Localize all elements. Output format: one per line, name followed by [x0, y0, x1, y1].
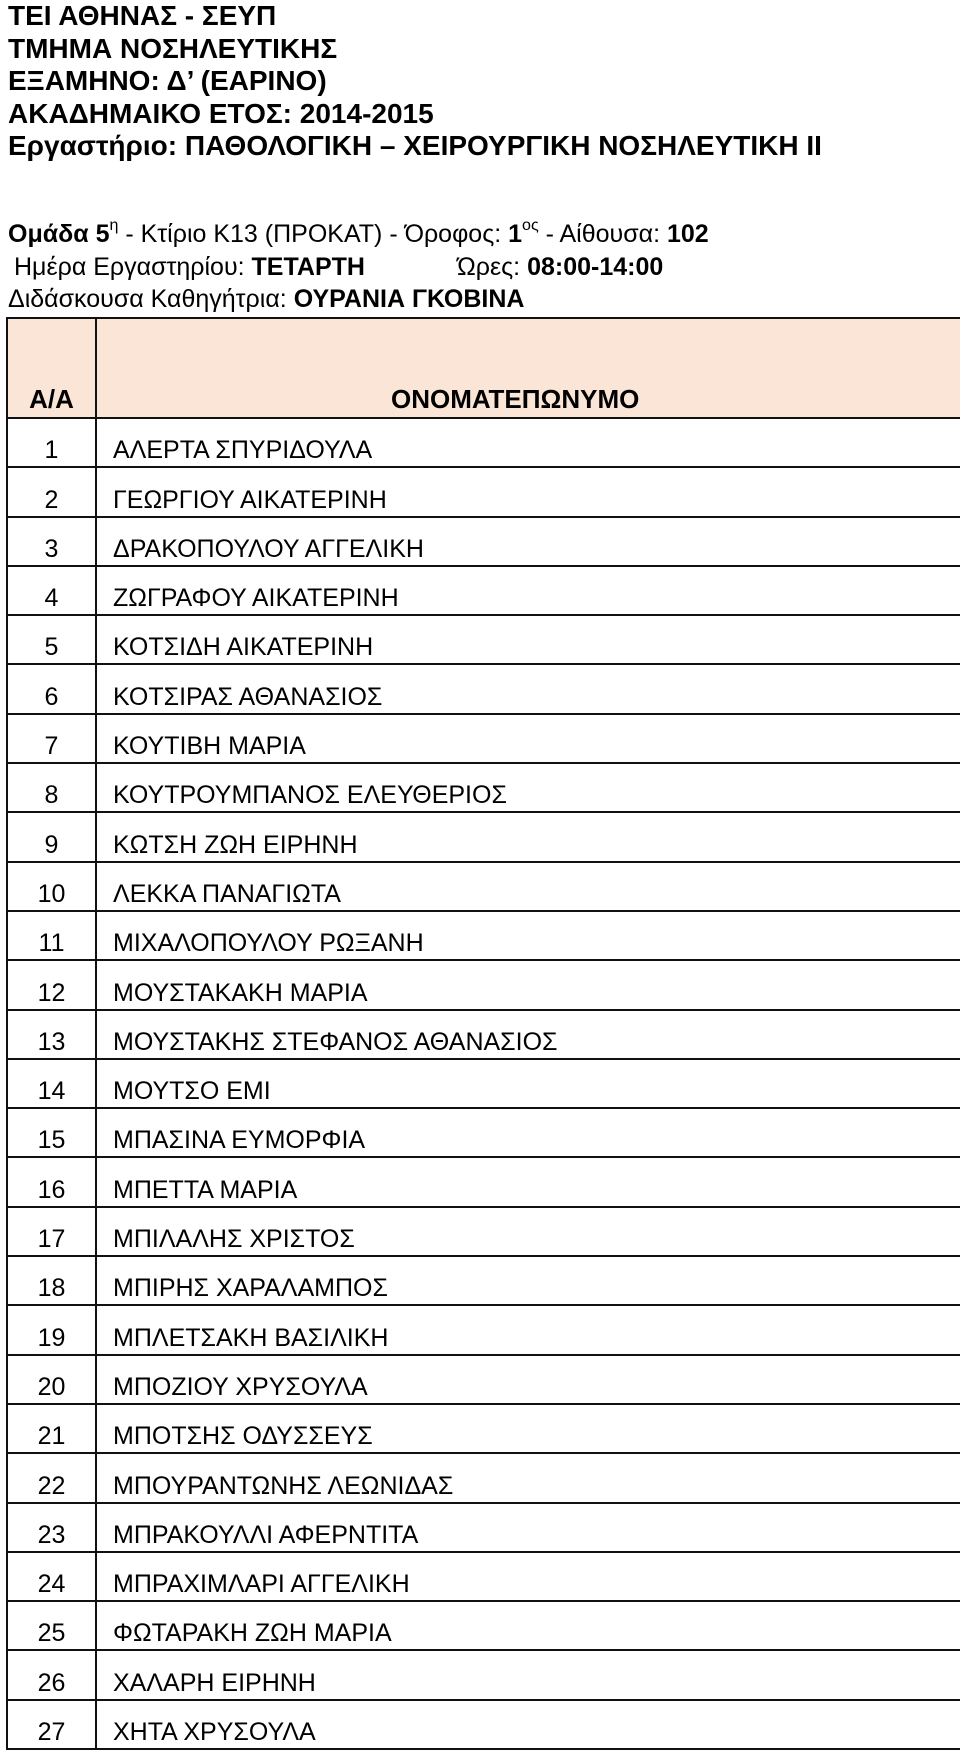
academic-year-title: ΑΚΑΔΗΜΑΙΚΟ ΕΤΟΣ: 2014-2015: [8, 97, 434, 129]
row-number-cell: 11: [7, 911, 96, 960]
student-name-cell: ΜΟΥΣΤΑΚΑΚΗ ΜΑΡΙΑ: [96, 960, 960, 1009]
table-row: [7, 812, 960, 861]
hours-label: Ώρες:: [456, 252, 528, 281]
department-title: ΤΜΗΜΑ ΝΟΣΗΛΕΥΤΙΚΗΣ: [8, 32, 338, 64]
table-row: [7, 1108, 960, 1157]
table-row: [7, 1207, 960, 1256]
table-row: [7, 1503, 960, 1552]
row-number-cell: 21: [7, 1404, 96, 1453]
row-number-cell: 10: [7, 862, 96, 911]
building-text: - Κτίριο Κ13 (ΠΡΟΚΑΤ) - Όροφος:: [118, 220, 509, 248]
row-number-cell: 20: [7, 1355, 96, 1404]
group-label: Ομάδα 5: [8, 220, 110, 248]
row-number-cell: 26: [7, 1650, 96, 1699]
table-row: [7, 1552, 960, 1601]
floor-sup: ος: [522, 217, 539, 234]
row-number-cell: 15: [7, 1108, 96, 1157]
row-number-cell: 18: [7, 1256, 96, 1305]
row-number-cell: 19: [7, 1305, 96, 1354]
row-number-cell: 22: [7, 1453, 96, 1502]
row-number-cell: 24: [7, 1552, 96, 1601]
student-name-cell: ΧΑΛΑΡΗ ΕΙΡΗΝΗ: [96, 1650, 960, 1699]
table-row: [7, 1453, 960, 1502]
row-number-cell: 13: [7, 1010, 96, 1059]
day-label: Ημέρα Εργαστηρίου:: [14, 252, 252, 281]
student-name-cell: ΜΠΙΛΑΛΗΣ ΧΡΙΣΤΟΣ: [96, 1207, 960, 1256]
institution-title: ΤΕΙ ΑΘΗΝΑΣ - ΣΕΥΠ: [8, 0, 277, 31]
student-name-cell: ΜΠΑΣΙΝΑ ΕΥΜΟΡΦΙΑ: [96, 1108, 960, 1157]
student-name-cell: ΚΟΤΣΙΡΑΣ ΑΘΑΝΑΣΙΟΣ: [96, 664, 960, 713]
table-row: [7, 960, 960, 1009]
row-number-cell: 8: [7, 763, 96, 812]
student-name-cell: ΜΟΥΤΣΟ ΕΜΙ: [96, 1059, 960, 1108]
student-name-cell: ΚΩΤΣΗ ΖΩΗ ΕΙΡΗΝΗ: [96, 812, 960, 861]
group-info: [8, 218, 948, 316]
table-row: [7, 1355, 960, 1404]
table-row: [7, 1157, 960, 1206]
table-row: [7, 664, 960, 713]
student-name-cell: ΜΟΥΣΤΑΚΗΣ ΣΤΕΦΑΝΟΣ ΑΘΑΝΑΣΙΟΣ: [96, 1010, 960, 1059]
table-row: [7, 1601, 960, 1650]
table-row: [7, 615, 960, 664]
student-name-cell: ΜΠΙΡΗΣ ΧΑΡΑΛΑΜΠΟΣ: [96, 1256, 960, 1305]
table-row: [7, 566, 960, 615]
student-name-cell: ΜΠΟΖΙΟΥ ΧΡΥΣΟΥΛΑ: [96, 1355, 960, 1404]
table-row: [7, 517, 960, 566]
row-number-cell: 4: [7, 566, 96, 615]
table-row: [7, 418, 960, 467]
hours-value: 08:00-14:00: [527, 252, 664, 281]
student-name-cell: ΖΩΓΡΑΦΟΥ ΑΙΚΑΤΕΡΙΝΗ: [96, 566, 960, 615]
student-name-cell: ΛΕΚΚΑ ΠΑΝΑΓΙΩΤΑ: [96, 862, 960, 911]
teacher-label: Διδάσκουσα Καθηγήτρια:: [8, 285, 294, 313]
table-header-row: [7, 318, 960, 418]
table-row: [7, 911, 960, 960]
row-number-cell: 1: [7, 418, 96, 467]
row-number-cell: 12: [7, 960, 96, 1009]
row-number-cell: 23: [7, 1503, 96, 1552]
group-location-line: [8, 218, 948, 251]
row-number-cell: 9: [7, 812, 96, 861]
table-row: [7, 862, 960, 911]
row-number-cell: 16: [7, 1157, 96, 1206]
floor-value: 1: [508, 220, 523, 248]
student-name-cell: ΚΟΥΤΙΒΗ ΜΑΡΙΑ: [96, 714, 960, 763]
row-number-cell: 17: [7, 1207, 96, 1256]
row-number-cell: 7: [7, 714, 96, 763]
table-row: [7, 1700, 960, 1749]
column-header-number: Α/Α: [7, 318, 96, 418]
student-name-cell: ΜΠΛΕΤΣΑΚΗ ΒΑΣΙΛΙΚΗ: [96, 1305, 960, 1354]
student-name-cell: ΜΠΡΑΚΟΥΛΛΙ ΑΦΕΡΝΤΙΤΑ: [96, 1503, 960, 1552]
table-row: [7, 467, 960, 516]
student-name-cell: ΧΗΤΑ ΧΡΥΣΟΥΛΑ: [96, 1700, 960, 1749]
lab-title: Εργαστήριο: ΠΑΘΟΛΟΓΙΚΗ – ΧΕΙΡΟΥΡΓΙΚΗ ΝΟΣΗΛΕΥΤΙΚΗ ΙΙ: [8, 130, 822, 162]
table-row: [7, 1305, 960, 1354]
student-name-cell: ΜΠΕΤΤΑ ΜΑΡΙΑ: [96, 1157, 960, 1206]
student-name-cell: ΜΠΟΥΡΑΝΤΩΝΗΣ ΛΕΩΝΙΔΑΣ: [96, 1453, 960, 1502]
teacher-line: [8, 283, 948, 316]
table-row: [7, 763, 960, 812]
row-number-cell: 5: [7, 615, 96, 664]
table-row: [7, 1256, 960, 1305]
row-number-cell: 14: [7, 1059, 96, 1108]
table-row: [7, 1059, 960, 1108]
table-row: [7, 1650, 960, 1699]
student-name-cell: ΚΟΥΤΡΟΥΜΠΑΝΟΣ ΕΛΕΥΘΕΡΙΟΣ: [96, 763, 960, 812]
row-number-cell: 25: [7, 1601, 96, 1650]
semester-title: ΕΞΑΜΗΝΟ: Δ’ (ΕΑΡΙΝΟ): [8, 65, 327, 97]
student-name-cell: ΔΡΑΚΟΠΟΥΛΟΥ ΑΓΓΕΛΙΚΗ: [96, 517, 960, 566]
student-name-cell: ΓΕΩΡΓΙΟΥ ΑΙΚΑΤΕΡΙΝΗ: [96, 467, 960, 516]
schedule-line: [8, 251, 948, 284]
table-row: [7, 1404, 960, 1453]
row-number-cell: 27: [7, 1700, 96, 1749]
group-sup: η: [109, 217, 119, 234]
table-row: [7, 1010, 960, 1059]
student-name-cell: ΚΟΤΣΙΔΗ ΑΙΚΑΤΕΡΙΝΗ: [96, 615, 960, 664]
document-header: [8, 0, 948, 163]
student-name-cell: ΑΛΕΡΤΑ ΣΠΥΡΙΔΟΥΛΑ: [96, 418, 960, 467]
table-row: [7, 714, 960, 763]
room-value: 102: [666, 220, 709, 248]
teacher-value: ΟΥΡΑΝΙΑ ΓΚΟΒΙΝΑ: [293, 285, 525, 313]
student-name-cell: ΜΠΡΑΧΙΜΛΑΡΙ ΑΓΓΕΛΙΚΗ: [96, 1552, 960, 1601]
student-name-cell: ΜΠΟΤΣΗΣ ΟΔΥΣΣΕΥΣ: [96, 1404, 960, 1453]
row-number-cell: 3: [7, 517, 96, 566]
student-name-cell: ΜΙΧΑΛΟΠΟΥΛΟΥ ΡΩΞΑΝΗ: [96, 911, 960, 960]
row-number-cell: 6: [7, 664, 96, 713]
room-label: - Αίθουσα:: [538, 220, 667, 248]
day-value: ΤΕΤΑΡΤΗ: [251, 252, 365, 281]
student-roster-table: [6, 317, 960, 1750]
row-number-cell: 2: [7, 467, 96, 516]
column-header-name: ΟΝΟΜΑΤΕΠΩΝΥΜΟ: [96, 318, 960, 418]
student-name-cell: ΦΩΤΑΡΑΚΗ ΖΩΗ ΜΑΡΙΑ: [96, 1601, 960, 1650]
